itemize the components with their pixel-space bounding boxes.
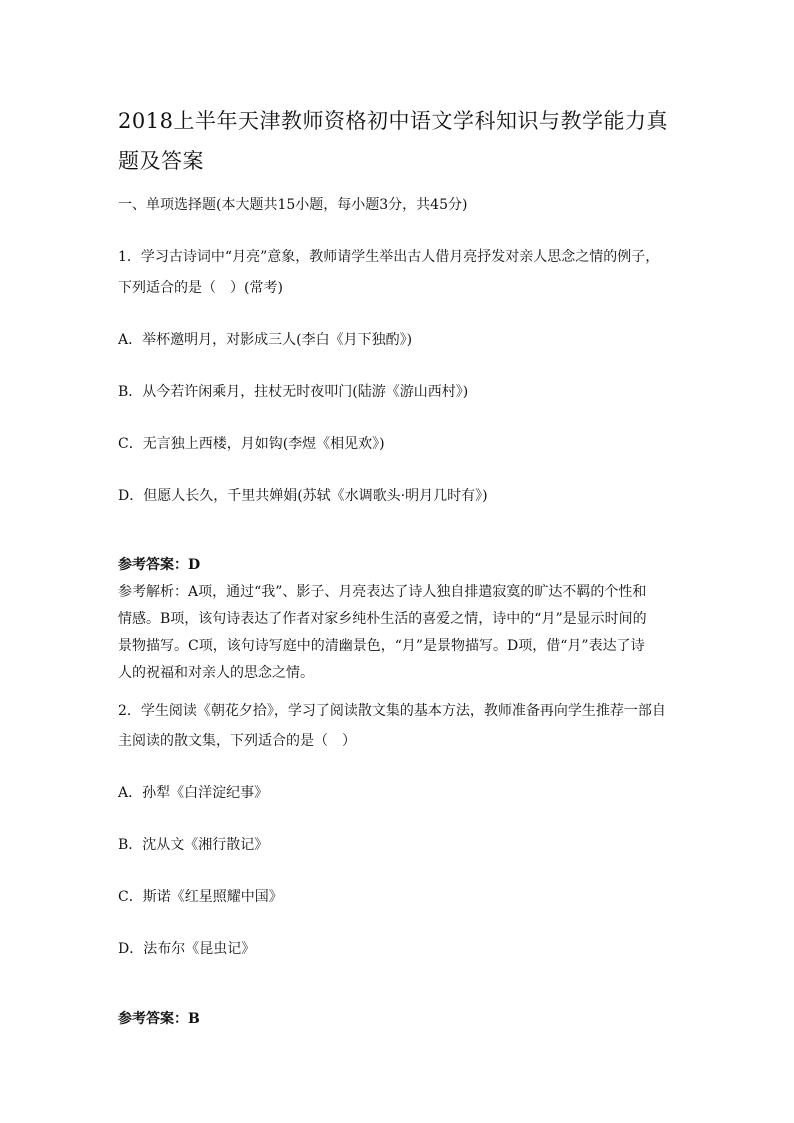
question-2-option-c: C．斯诺《红星照耀中国》 [118, 889, 283, 905]
question-1-analysis-line-2: 情感。B项，该句诗表达了作者对家乡纯朴生活的喜爱之情，诗中的“月”是显示时间的 [118, 611, 647, 627]
question-1-option-b: B．从今若许闲乘月，拄杖无时夜叩门(陆游《游山西村》) [118, 384, 469, 400]
question-2-option-d: D．法布尔《昆虫记》 [118, 941, 256, 957]
question-1-stem-line-1: 1．学习古诗词中“月亮”意象，教师请学生举出古人借月亮抒发对亲人思念之情的例子， [118, 249, 660, 265]
title-line-2: 题及答案 [118, 149, 204, 173]
question-1-option-d: D．但愿人长久，千里共婵娟(苏轼《水调歌头·明月几时有》) [118, 488, 488, 504]
question-1-analysis-line-3: 景物描写。C项，该句诗写庭中的清幽景色，“月”是景物描写。D项，借“月”表达了诗 [118, 638, 645, 654]
question-2-stem-line-2: 主阅读的散文集，下列适合的是（ ） [118, 733, 356, 749]
question-1-stem-line-2: 下列适合的是（ ）(常考) [118, 280, 283, 296]
question-1-analysis-line-4: 人的祝福和对亲人的思念之情。 [118, 665, 314, 681]
question-2-option-b: B．沈从文《湘行散记》 [118, 837, 269, 853]
question-1-option-c: C．无言独上西楼，月如钩(李煜《相见欢》) [118, 436, 385, 452]
question-1-answer: 参考答案：D [118, 557, 201, 573]
document-title [118, 101, 678, 181]
question-2-answer: 参考答案：B [118, 1011, 200, 1027]
question-1-option-a: A．举杯邀明月，对影成三人(李白《月下独酌》) [118, 332, 413, 348]
section-heading: 一、单项选择题(本大题共15小题，每小题3分，共45分) [118, 197, 468, 213]
question-1-analysis-line-1: 参考解析：A项，通过“我”、影子、月亮表达了诗人独自排遣寂寞的旷达不羁的个性和 [118, 584, 647, 600]
title-line-1: 2018上半年天津教师资格初中语文学科知识与教学能力真 [118, 109, 668, 133]
question-2-stem-line-1: 2．学生阅读《朝花夕拾》，学习了阅读散文集的基本方法，教师准备再向学生推荐一部自 [118, 703, 666, 719]
question-2-option-a: A．孙犁《白洋淀纪事》 [118, 785, 269, 801]
